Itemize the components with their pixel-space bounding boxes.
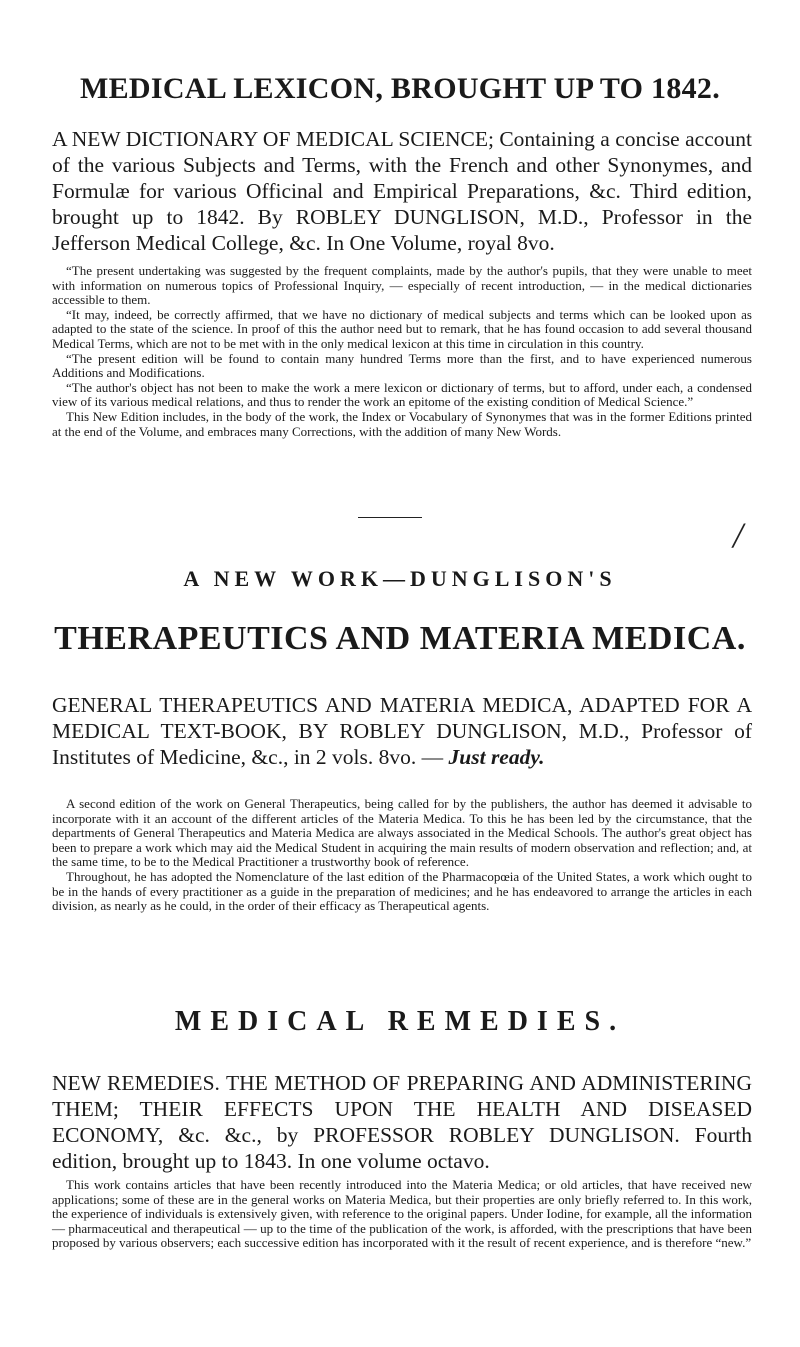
section-divider bbox=[358, 517, 422, 518]
therapeutics-note-paragraph: A second edition of the work on General Therapeutics, being called for by the publishers, the author has deemed it advisable to incorporate with it an account of the different articles of the Materia Medica. To this he has been led by the circumstance, that the departments of General Therapeutics and Materia Medica are always associated in the Medical Schools. The author's great object has been to prepare a work which may aid the Medical Student in acquiring the main results of modern observation and reflection; and, at the same time, to be to the Medical Practitioner a trustworthy book of reference. bbox=[52, 796, 752, 870]
therapeutics-note-paragraph: Throughout, he has adopted the Nomenclature of the last edition of the Pharmacopœia of the United States, a work which ought to be in the hands of every practitioner as a guide in the preparation of medicines; and he has endeavored to arrange the articles in each division, as nearly as he could, in the order of their efficacy as Therapeutical agents. bbox=[52, 868, 752, 914]
lexicon-note-paragraph: “The present undertaking was suggested by the frequent complaints, made by the author's pupils, that they were unable to meet with information on numerous topics of Professional Inquiry, — especially of recent introduction, — in the medical dictionaries accessible to them. bbox=[52, 263, 752, 308]
lexicon-notes bbox=[52, 264, 752, 439]
new-work-kicker: A NEW WORK—DUNGLISON'S bbox=[183, 566, 617, 591]
heading-medical-lexicon: MEDICAL LEXICON, BROUGHT UP TO 1842. bbox=[79, 72, 721, 105]
lexicon-description: A NEW DICTIONARY OF MEDICAL SCIENCE; Containing a concise account of the various Subjects and Terms, with the French and other Synonymes, and Formulæ for various Officinal and Empirical Preparations, &c. Third edition, brought up to 1842. By ROBLEY DUNGLISON, M.D., Professor in the Jefferson Medical College, &c. In One Volume, royal 8vo. bbox=[52, 127, 752, 255]
heading-medical-remedies: MEDICAL REMEDIES. bbox=[174, 1006, 626, 1037]
remedies-note-paragraph: This work contains articles that have been recently introduced into the Materia Medica; or old articles, that have received new applications; some of these are in the general works on Materia Medica, but their properties are only briefly referred to. In this work, the experience of individuals is extensively given, with reference to the original papers. Under Iodine, for example, all the information — pharmaceutical and therapeutical — up to the time of the publication of the work, is afforded, with the prescriptions that have been proposed by various observers; each successive edition has incorporated with it the result of recent experience, and is therefore “new.” bbox=[52, 1177, 752, 1251]
therapeutics-description-text: GENERAL THERAPEUTICS AND MATERIA MEDICA, ADAPTED FOR A MEDICAL TEXT-BOOK, BY ROBLEY DUNGLISON, M.D., Professor of Institutes of Medicine, &c., in 2 vols. 8vo. — bbox=[52, 693, 752, 769]
therapeutics-description bbox=[52, 692, 752, 770]
remedies-description: NEW REMEDIES. THE METHOD OF PREPARING AND ADMINISTERING THEM; THEIR EFFECTS UPON THE HEALTH AND DISEASED ECONOMY, &c. &c., by PROFESSOR ROBLEY DUNGLISON. Fourth edition, brought up to 1843. In one volume octavo. bbox=[52, 1071, 752, 1173]
just-ready-label: Just ready. bbox=[448, 745, 545, 769]
lexicon-note-paragraph: This New Edition includes, in the body of the work, the Index or Vocabulary of Synonymes that was in the former Editions printed at the end of the Volume, and embraces many Corrections, with the addition of many New Words. bbox=[52, 408, 752, 439]
ink-mark: / bbox=[733, 515, 744, 555]
lexicon-note-paragraph: “It may, indeed, be correctly affirmed, that we have no dictionary of medical subjects and terms which can be looked upon as adapted to the state of the science. In proof of this the author need but to remark, that he has found occasion to add several thousand Medical Terms, which are not to be met with in the only medical lexicon at this time in circulation in this country. bbox=[52, 306, 752, 351]
heading-therapeutics: THERAPEUTICS AND MATERIA MEDICA. bbox=[54, 620, 746, 657]
remedies-notes bbox=[52, 1178, 752, 1251]
lexicon-note-paragraph: “The present edition will be found to contain many hundred Terms more than the first, and to have experienced numerous Additions and Modifications. bbox=[52, 350, 752, 381]
therapeutics-notes bbox=[52, 797, 752, 914]
lexicon-note-paragraph: “The author's object has not been to make the work a mere lexicon or dictionary of terms, but to afford, under each, a condensed view of its various medical relations, and thus to render the work an epitome of the existing condition of Medical Science.” bbox=[52, 379, 752, 410]
